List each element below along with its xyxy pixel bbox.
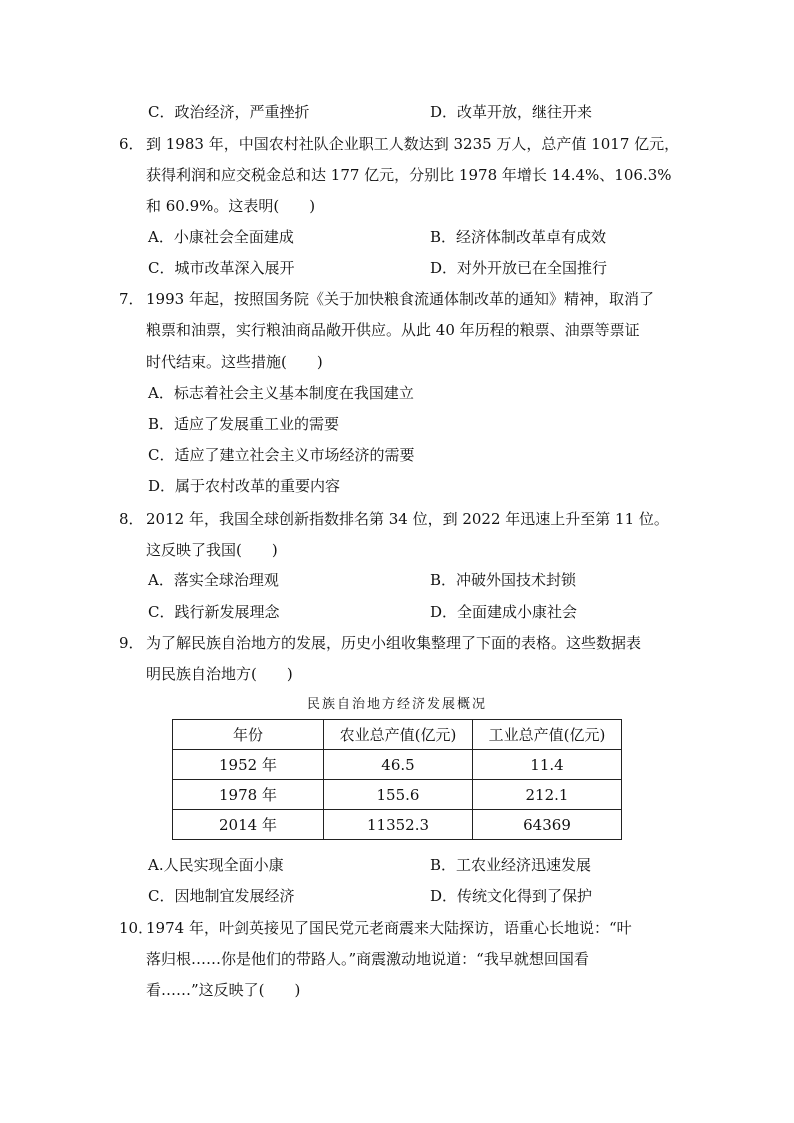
q8-option-c: C．践行新发展理念 [148,603,280,621]
table-cell: 212.1 [473,780,622,810]
q8-option-a: A．落实全球治理观 [148,571,279,589]
table-cell: 11.4 [473,750,622,780]
q5-option-d: D．改革开放，继往开来 [430,103,593,121]
table-cell: 11352.3 [324,810,473,840]
table-header-cell: 农业总产值(亿元) [324,720,473,750]
q5-option-c: C．政治经济，严重挫折 [148,103,310,121]
q6-stem-line-3: 和 60.9%。这表明( ) [146,197,316,215]
q9-option-b: B．工农业经济迅速发展 [430,856,592,874]
economic-development-table [172,719,622,840]
q9-option-a: A.人民实现全面小康 [148,856,284,874]
table-cell: 2014 年 [173,810,324,840]
q8-option-b: B．冲破外国技术封锁 [430,571,577,589]
q7-option-a: A．标志着社会主义基本制度在我国建立 [148,384,414,402]
table-cell: 1952 年 [173,750,324,780]
q6-option-a: A．小康社会全面建成 [148,228,294,246]
q10-stem-line-3: 看……”这反映了( ) [146,981,301,999]
q8-number: 8． [119,510,144,528]
q7-stem-line-3: 时代结束。这些措施( ) [146,353,323,371]
q8-stem-line-2: 这反映了我国( ) [146,541,278,559]
q7-option-c: C．适应了建立社会主义市场经济的需要 [148,446,415,464]
q9-number: 9． [119,634,144,652]
table-caption: 民族自治地方经济发展概况 [306,697,487,712]
q7-number: 7． [119,290,144,308]
q6-option-d: D．对外开放已在全国推行 [430,259,608,277]
q7-stem-line-2: 粮票和油票，实行粮油商品敞开供应。从此 40 年历程的粮票、油票等票证 [146,321,640,339]
q9-option-d: D．传统文化得到了保护 [430,887,593,905]
q9-stem-line-2: 明民族自治地方( ) [146,665,293,683]
q6-number: 6． [119,135,144,153]
table-header-cell: 年份 [173,720,324,750]
q7-option-b: B．适应了发展重工业的需要 [148,415,340,433]
q6-stem-line-1: 到 1983 年，中国农村社队企业职工人数达到 3235 万人，总产值 1017 亿元， [146,135,680,153]
q10-stem-line-1: 1974 年，叶剑英接见了国民党元老商震来大陆探访，语重心长地说：“叶 [146,919,632,937]
table-row [173,750,622,780]
q8-option-d: D．全面建成小康社会 [430,603,578,621]
table-cell: 46.5 [324,750,473,780]
q6-stem-line-2: 获得利润和应交税金总和达 177 亿元，分别比 1978 年增长 14.4%、106.3% [146,166,672,184]
q8-stem-line-1: 2012 年，我国全球创新指数排名第 34 位，到 2022 年迅速上升至第 11 位。 [146,510,669,528]
table-row [173,810,622,840]
table-cell: 64369 [473,810,622,840]
q9-option-c: C．因地制宜发展经济 [148,887,295,905]
q7-option-d: D．属于农村改革的重要内容 [148,477,341,495]
table-header-row [173,720,622,750]
q7-stem-line-1: 1993 年起，按照国务院《关于加快粮食流通体制改革的通知》精神，取消了 [146,290,654,308]
table-header-cell: 工业总产值(亿元) [473,720,622,750]
q10-stem-line-2: 落归根……你是他们的带路人。”商震激动地说道：“我早就想回国看 [146,950,589,968]
q10-number: 10． [119,919,154,937]
table-cell: 155.6 [324,780,473,810]
table-row [173,780,622,810]
q6-option-c: C．城市改革深入展开 [148,259,295,277]
table-cell: 1978 年 [173,780,324,810]
q9-stem-line-1: 为了解民族自治地方的发展，历史小组收集整理了下面的表格。这些数据表 [146,634,642,652]
q6-option-b: B．经济体制改革卓有成效 [430,228,607,246]
